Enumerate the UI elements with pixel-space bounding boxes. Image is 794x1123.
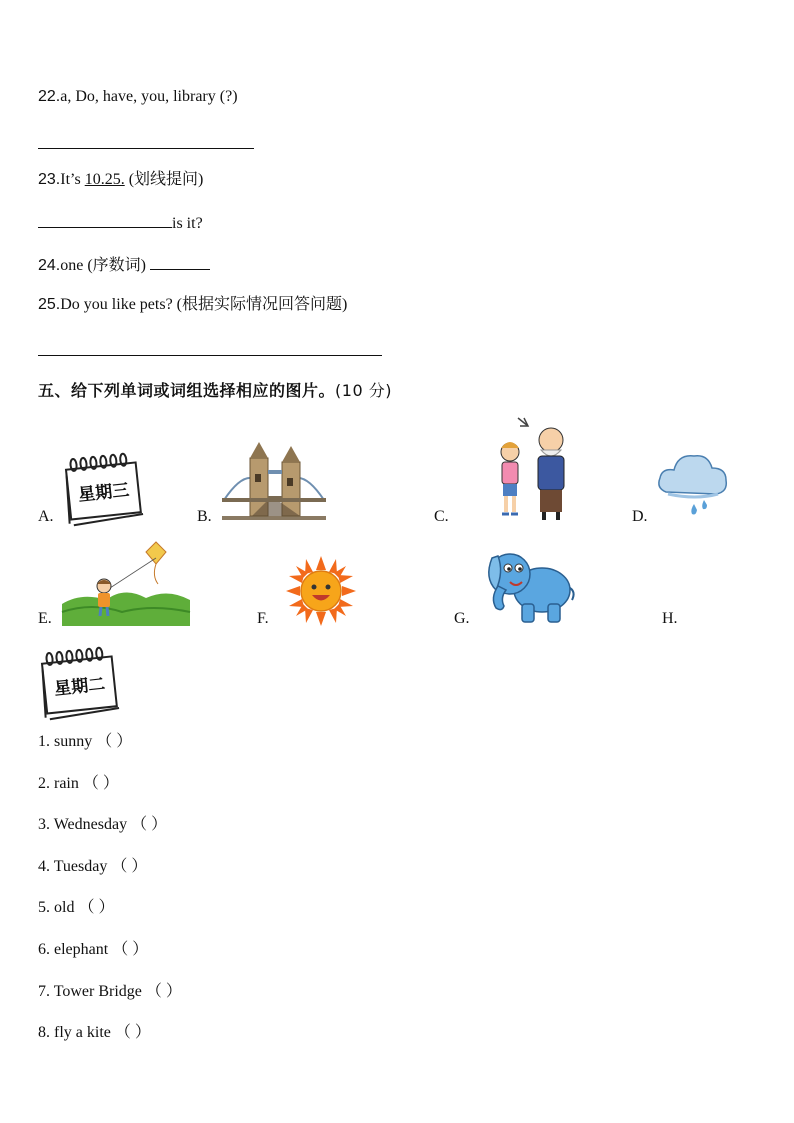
list-item xyxy=(38,898,114,918)
question-number: 25. xyxy=(38,296,61,313)
calendar-label: 星期二 xyxy=(53,674,107,700)
section-title: 五、给下列单词或词组选择相应的图片。 xyxy=(38,381,336,400)
question-text: Do you like pets? (根据实际情况回答问题) xyxy=(60,296,348,313)
option-letter-b: B. xyxy=(197,508,212,525)
question-text: one (序数词) xyxy=(60,257,151,274)
question-text: a, Do, have, you, library (?) xyxy=(60,88,238,105)
item-number: 8. xyxy=(38,1024,50,1041)
option-letter-e: E. xyxy=(38,610,52,627)
answer-parentheses[interactable]: （ ） xyxy=(82,775,119,792)
option-letter-h: H. xyxy=(662,610,678,627)
answer-parentheses[interactable]: （ ） xyxy=(145,983,182,1000)
question-24 xyxy=(38,254,210,276)
question-23 xyxy=(38,170,203,190)
question-number: 23. xyxy=(38,171,61,188)
rain-cloud-icon xyxy=(656,448,730,524)
item-number: 1. xyxy=(38,733,50,750)
option-letter-a: A. xyxy=(38,508,54,525)
answer-parentheses[interactable]: （ ） xyxy=(112,941,149,958)
answer-blank-23[interactable] xyxy=(38,212,172,228)
list-item xyxy=(38,732,132,752)
list-item xyxy=(38,815,167,835)
calendar-label: 星期三 xyxy=(77,480,131,506)
answer-parentheses[interactable]: （ ） xyxy=(78,899,115,916)
elephant-icon xyxy=(484,542,576,626)
item-number: 5. xyxy=(38,899,50,916)
answer-line-22[interactable] xyxy=(38,148,254,149)
answer-23 xyxy=(38,212,203,234)
option-letter-d: D. xyxy=(632,508,648,525)
answer-line-25[interactable] xyxy=(38,355,382,356)
section-score: (10 分) xyxy=(335,381,392,400)
answer-parentheses[interactable]: （ ） xyxy=(111,858,148,875)
item-word: Wednesday xyxy=(53,816,128,833)
sun-icon xyxy=(286,556,356,626)
list-item xyxy=(38,774,119,794)
list-item xyxy=(38,1023,151,1043)
tower-bridge-icon xyxy=(222,438,326,520)
kite-flying-icon xyxy=(62,542,190,626)
question-number: 22. xyxy=(38,88,61,105)
item-word: Tower Bridge xyxy=(53,983,142,1000)
question-instruction: (划线提问) xyxy=(124,171,204,188)
list-item xyxy=(38,940,148,960)
question-number: 24. xyxy=(38,257,61,274)
item-number: 3. xyxy=(38,816,50,833)
option-letter-g: G. xyxy=(454,610,470,627)
question-25 xyxy=(38,295,347,315)
item-word: old xyxy=(54,899,75,916)
answer-parentheses[interactable]: （ ） xyxy=(114,1024,151,1041)
item-word: fly a kite xyxy=(54,1024,111,1041)
item-word: rain xyxy=(54,775,79,792)
item-word: Tuesday xyxy=(53,858,108,875)
section-heading xyxy=(38,378,392,401)
item-number: 4. xyxy=(38,858,50,875)
boy-and-old-man-icon xyxy=(496,414,578,522)
list-item xyxy=(38,982,182,1002)
underlined-time: 10.25. xyxy=(84,171,125,188)
question-text: It’s xyxy=(60,171,85,188)
answer-suffix: is it? xyxy=(172,215,203,232)
option-letter-f: F. xyxy=(257,610,269,627)
answer-parentheses[interactable]: （ ） xyxy=(131,816,168,833)
answer-parentheses[interactable]: （ ） xyxy=(96,733,133,750)
item-number: 6. xyxy=(38,941,50,958)
option-letter-c: C. xyxy=(434,508,449,525)
question-22 xyxy=(38,87,238,107)
answer-blank-24[interactable] xyxy=(150,254,210,270)
item-word: elephant xyxy=(54,941,109,958)
item-number: 2. xyxy=(38,775,50,792)
item-word: sunny xyxy=(54,733,93,750)
item-number: 7. xyxy=(38,983,50,1000)
list-item xyxy=(38,857,147,877)
